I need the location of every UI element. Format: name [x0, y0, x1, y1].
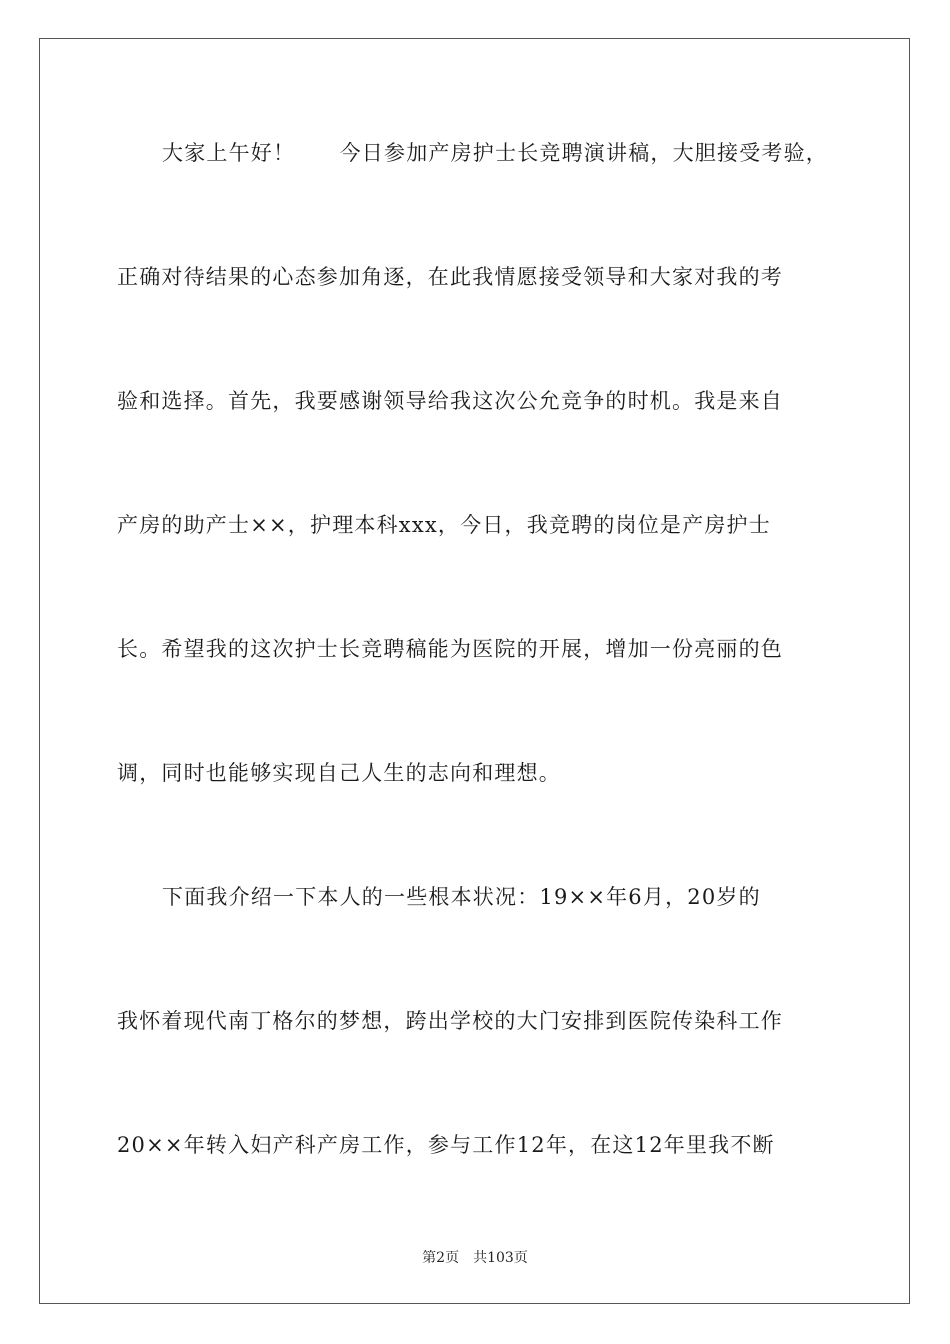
text-line-6: 调，同时也能够实现自己人生的志向和理想。: [117, 761, 561, 785]
text-line-9: 20××年转入妇产科产房工作，参与工作12年，在这12年里我不断: [117, 1133, 775, 1157]
text-line-8: 我怀着现代南丁格尔的梦想，跨出学校的大门安排到医院传染科工作: [117, 1009, 783, 1033]
text-line-3: 验和选择。首先，我要感谢领导给我这次公允竞争的时机。我是来自: [117, 389, 783, 413]
page-total: 共103页: [473, 1250, 528, 1266]
text-line-1: 大家上午好！ 今日参加产房护士长竞聘演讲稿，大胆接受考验，: [162, 141, 828, 165]
text-line-4: 产房的助产士××，护理本科xxx，今日，我竞聘的岗位是产房护士: [117, 513, 771, 537]
text-line-5: 长。希望我的这次护士长竞聘稿能为医院的开展，增加一份亮丽的色: [117, 637, 783, 661]
text-line-7: 下面我介绍一下本人的一些根本状况：19××年6月，20岁的: [162, 885, 761, 909]
page-footer: [0, 1248, 950, 1268]
page-number: 第2页: [422, 1250, 460, 1266]
text-line-2: 正确对待结果的心态参加角逐，在此我情愿接受领导和大家对我的考: [117, 265, 783, 289]
page-border: [39, 38, 910, 1304]
